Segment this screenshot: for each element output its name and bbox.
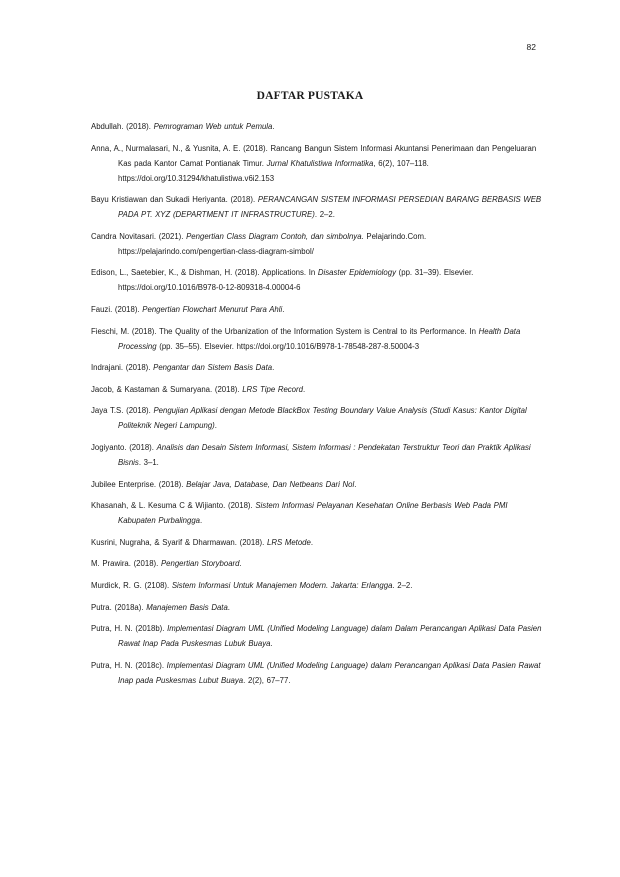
reference-item: Candra Novitasari. (2021). Pengertian Class Diagram Contoh, dan simbolnya. Pelajarindo.Com. https://pelajarindo.com/pengertian-class-diagram-simbol/ bbox=[91, 231, 427, 256]
reference-item: Putra, H. N. (2018b). Implementasi Diagram UML (Unified Modeling Language) dalam Dalam Perancangan Aplikasi Data Pasien Rawat Inap Pada Puskesmas Lubuk Buaya. bbox=[91, 624, 542, 649]
page-title: DAFTAR PUSTAKA bbox=[256, 90, 364, 102]
reference-item: Khasanah, & L. Kesuma C & Wijianto. (2018). Sistem Informasi Pelayanan Kesehatan Online Berbasis Web Pada PMI Kabupaten Purbalingga. bbox=[91, 501, 508, 526]
reference-item: Jogiyanto. (2018). Analisis dan Desain Sistem Informasi, Sistem Informasi : Pendekatan Terstruktur Teori dan Praktik Aplikasi Bisnis. 3–1. bbox=[91, 442, 531, 467]
reference-list bbox=[91, 119, 543, 694]
reference-item: Murdick, R. G. (2108). Sistem Informasi Untuk Manajemen Modern. Jakarta: Erlangga. 2–2. bbox=[91, 580, 413, 590]
reference-item: M. Prawira. (2018). Pengertian Storyboard. bbox=[91, 559, 242, 569]
reference-item: Jacob, & Kastaman & Sumaryana. (2018). LRS Tipe Record. bbox=[91, 384, 306, 394]
reference-item: Edison, L., Saetebier, K., & Dishman, H. (2018). Applications. In Disaster Epidemiology (pp. 31–39). Elsevier. https://doi.org/10.1016/B978-0-12-809318-4.00004-6 bbox=[91, 268, 474, 293]
reference-item: Anna, A., Nurmalasari, N., & Yusnita, A. E. (2018). Rancang Bangun Sistem Informasi Akuntansi Penerimaan dan Pengeluaran Kas pada Kantor Camat Pontianak Timur. Jurnal Khatulistiwa Informatika, 6(2), 107–118. https://doi.org/10.31294/khatulistiwa.v6i2.153 bbox=[91, 143, 537, 183]
reference-item: Jubilee Enterprise. (2018). Belajar Java, Database, Dan Netbeans Dari Nol. bbox=[91, 479, 357, 489]
reference-item: Abdullah. (2018). Pemrograman Web untuk Pemula. bbox=[91, 122, 275, 131]
reference-item: Fieschi, M. (2018). The Quality of the Urbanization of the Information System is Central to its Performance. In Health Data Processing (pp. 35–55). Elsevier. https://doi.org/10.1016/B978-1-78548-287-8.50004-3 bbox=[91, 326, 521, 351]
reference-item: Jaya T.S. (2018). Pengujian Aplikasi dengan Metode BlackBox Testing Boundary Value Analysis (Studi Kasus: Kantor Digital Politeknik Negeri Lampung). bbox=[91, 406, 527, 431]
reference-item: Fauzi. (2018). Pengertian Flowchart Menurut Para Ahli. bbox=[91, 304, 285, 314]
page-number: 82 bbox=[526, 42, 536, 52]
reference-item: Indrajani. (2018). Pengantar dan Sistem Basis Data. bbox=[91, 363, 275, 373]
reference-item: Putra. (2018a). Manajemen Basis Data. bbox=[91, 602, 230, 612]
reference-item: Putra, H. N. (2018c). Implementasi Diagram UML (Unified Modeling Language) dalam Perancangan Aplikasi Data Pasien Rawat Inap pada Puskesmas Lubut Buaya. 2(2), 67–77. bbox=[91, 660, 541, 685]
reference-item: Bayu Kristiawan dan Sukadi Heriyanta. (2018). PERANCANGAN SISTEM INFORMASI PERSEDIAN BARANG BERBASIS WEB PADA PT. XYZ (DEPARTMENT IT INFRASTRUCTURE). 2–2. bbox=[91, 195, 542, 220]
reference-item: Kusrini, Nugraha, & Syarif & Dharmawan. (2018). LRS Metode. bbox=[91, 537, 313, 547]
